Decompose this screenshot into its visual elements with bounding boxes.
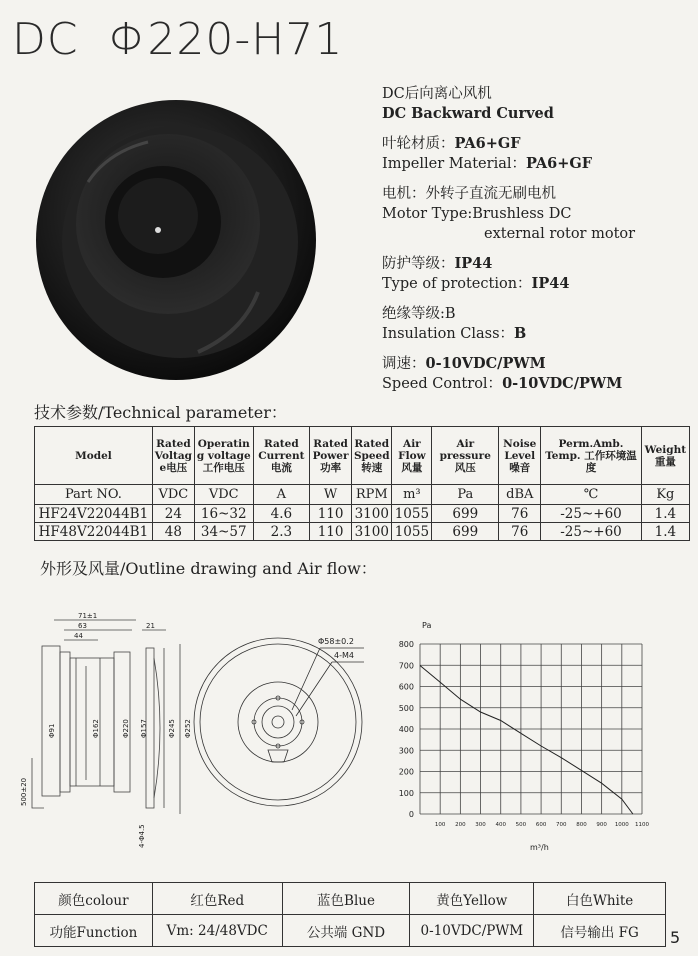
impeller-cn-value: PA6+GF [454, 135, 521, 152]
colour-label: 颜色colour [35, 883, 153, 915]
table-row [35, 523, 690, 541]
dim-label: 4-Φ4.5 [138, 824, 146, 848]
dim-label: 44 [74, 632, 83, 640]
dim-label: 71±1 [78, 612, 98, 620]
dim-label: Φ252 [184, 719, 192, 738]
tech-parameter-heading: 技术参数/Technical parameter： [34, 403, 287, 422]
unit-cell: ℃ [541, 485, 642, 505]
x-axis-label: m³/h [530, 843, 549, 852]
unit-cell: VDC [152, 485, 194, 505]
header-cell: Air Flow 风量 [392, 427, 432, 485]
x-tick-label: 100 [434, 822, 446, 828]
dim-label: Φ58±0.2 [318, 637, 354, 646]
impeller-cn-label: 叶轮材质： [382, 136, 455, 152]
protection-cn-value: IP44 [454, 255, 493, 272]
x-tick-label: 400 [495, 822, 506, 828]
table-cell: 699 [432, 505, 499, 523]
impeller-en-label: Impeller Material： [382, 156, 526, 172]
unit-cell: dBA [499, 485, 541, 505]
unit-cell: Pa [432, 485, 499, 505]
y-tick-label: 300 [398, 746, 414, 756]
table-cell: 76 [499, 523, 541, 541]
table-cell: 1.4 [641, 505, 689, 523]
dim-label: Φ162 [92, 719, 100, 738]
y-tick-label: 500 [398, 703, 414, 713]
dim-label: Φ245 [168, 719, 176, 738]
table-cell: 1055 [392, 505, 432, 523]
colour-cell: 蓝色Blue [282, 883, 410, 915]
x-tick-label: 1100 [635, 822, 649, 828]
wire-table [34, 882, 666, 947]
function-cell: 0-10VDC/PWM [410, 915, 534, 947]
series-line [420, 666, 633, 815]
motor-cn: 电机：外转子直流无刷电机 [382, 186, 556, 202]
protection-en-value: IP44 [531, 275, 570, 292]
colour-cell: 黄色Yellow [410, 883, 534, 915]
dim-label: 21 [146, 622, 155, 630]
table-cell: 76 [499, 505, 541, 523]
header-cell: Rated Voltag e电压 [152, 427, 194, 485]
impeller-en-value: PA6+GF [526, 155, 593, 172]
x-tick-label: 800 [576, 822, 587, 828]
header-cell: Air pressure 风压 [432, 427, 499, 485]
table-cell: 110 [310, 523, 352, 541]
speed-cn-value: 0-10VDC/PWM [425, 355, 546, 372]
table-cell: 48 [152, 523, 194, 541]
table-cell: -25~+60 [541, 523, 642, 541]
unit-cell: Part NO. [35, 485, 153, 505]
header-cell: Noise Level 噪音 [499, 427, 541, 485]
fan-product-photo [28, 92, 320, 384]
dim-label: 4-M4 [334, 651, 354, 660]
y-tick-label: 700 [398, 661, 414, 671]
x-tick-label: 900 [596, 822, 607, 828]
header-cell: Model [35, 427, 153, 485]
insulation-cn: 绝缘等级:B [382, 306, 456, 322]
unit-cell: W [310, 485, 352, 505]
header-cell: Operatin g voltage 工作电压 [194, 427, 253, 485]
performance-chart [374, 620, 684, 860]
colour-cell: 白色White [534, 883, 666, 915]
function-label: 功能Function [35, 915, 153, 947]
function-cell: 公共端 GND [282, 915, 410, 947]
y-axis-label: Pa [422, 621, 432, 630]
x-tick-label: 1000 [614, 822, 629, 828]
table-cell: 1.4 [641, 523, 689, 541]
unit-cell: VDC [194, 485, 253, 505]
parameter-table [34, 426, 690, 541]
speed-en-label: Speed Control： [382, 376, 503, 392]
motor-en-1: Motor Type:Brushless DC [382, 206, 572, 222]
table-cell: HF48V22044B1 [35, 523, 153, 541]
function-cell: 信号输出 FG [534, 915, 666, 947]
dim-label: Φ91 [48, 723, 56, 738]
chart-ticks [399, 640, 650, 828]
table-cell: 4.6 [253, 505, 310, 523]
side-view-drawing [14, 608, 194, 858]
header-cell: Rated Speed 转速 [352, 427, 392, 485]
y-tick-label: 600 [398, 682, 414, 692]
type-cn: DC后向离心风机 [382, 86, 492, 102]
units-row [35, 485, 690, 505]
x-tick-label: 500 [515, 822, 527, 828]
outline-heading: 外形及风量/Outline drawing and Air flow： [40, 559, 377, 578]
motor-en-2: external rotor motor [484, 226, 636, 242]
x-tick-label: 700 [556, 822, 567, 828]
table-cell: 24 [152, 505, 194, 523]
header-cell: Weight 重量 [641, 427, 689, 485]
unit-cell: Kg [641, 485, 689, 505]
table-cell: 34~57 [194, 523, 253, 541]
front-view-drawing [192, 630, 374, 812]
dim-label: 63 [78, 622, 87, 630]
colour-cell: 红色Red [152, 883, 282, 915]
function-cell: Vm: 24/48VDC [152, 915, 282, 947]
protection-cn-label: 防护等级： [382, 256, 455, 272]
y-tick-label: 200 [398, 767, 414, 777]
insulation-en-label: Insulation Class： [382, 326, 515, 342]
dim-label: Φ157 [140, 719, 148, 738]
insulation-en-value: B [514, 325, 527, 342]
type-en: DC Backward Curved [382, 105, 554, 122]
x-tick-label: 300 [475, 822, 486, 828]
header-cell: Rated Current 电流 [253, 427, 310, 485]
table-row [35, 915, 666, 947]
table-cell: 3100 [352, 505, 392, 523]
table-cell: 110 [310, 505, 352, 523]
table-cell: 1055 [392, 523, 432, 541]
table-cell: 2.3 [253, 523, 310, 541]
table-row [35, 883, 666, 915]
header-cell: Perm.Amb. Temp. 工作环境温度 [541, 427, 642, 485]
y-tick-label: 800 [398, 640, 414, 649]
table-cell: -25~+60 [541, 505, 642, 523]
table-cell: 16~32 [194, 505, 253, 523]
protection-en-label: Type of protection： [382, 276, 532, 292]
y-tick-label: 0 [408, 810, 414, 819]
unit-cell: RPM [352, 485, 392, 505]
dim-label: Φ220 [122, 719, 130, 738]
page-number: 5 [670, 928, 681, 947]
x-tick-label: 200 [455, 822, 466, 828]
table-cell: HF24V22044B1 [35, 505, 153, 523]
y-tick-label: 400 [398, 725, 414, 734]
speed-en-value: 0-10VDC/PWM [502, 375, 623, 392]
table-cell: 3100 [352, 523, 392, 541]
page-title: DC Φ220-H71 [12, 14, 344, 65]
unit-cell: m³ [392, 485, 432, 505]
y-tick-label: 100 [398, 788, 414, 798]
spec-block [382, 84, 692, 404]
table-row [35, 505, 690, 523]
header-cell: Rated Power 功率 [310, 427, 352, 485]
speed-cn-label: 调速： [382, 356, 426, 372]
table-cell: 699 [432, 523, 499, 541]
unit-cell: A [253, 485, 310, 505]
x-tick-label: 600 [535, 822, 547, 828]
dim-label: 500±20 [20, 777, 28, 806]
